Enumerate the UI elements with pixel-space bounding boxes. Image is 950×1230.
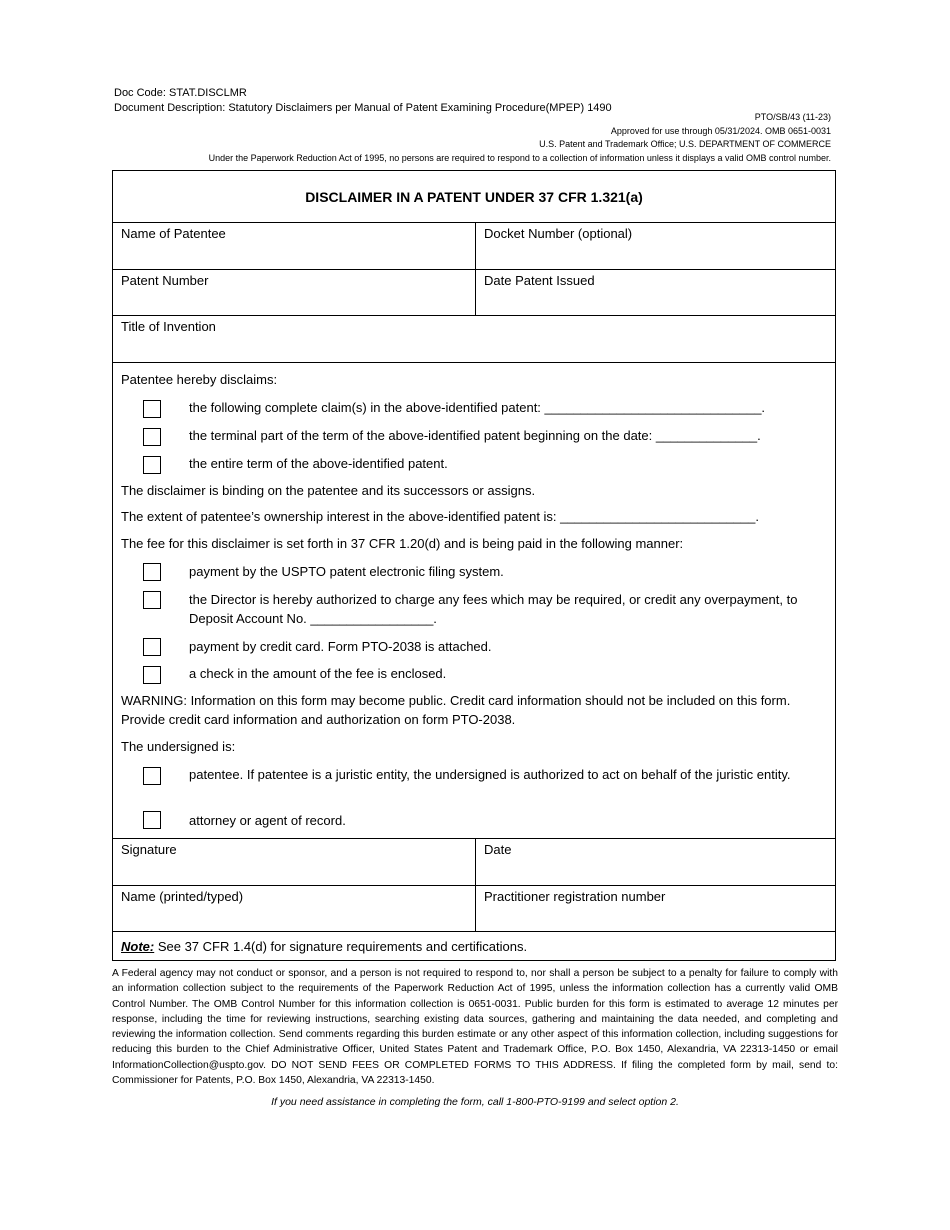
name-row xyxy=(113,886,835,932)
date-label: Date xyxy=(484,842,512,857)
date-field[interactable] xyxy=(476,839,835,885)
patentee-row xyxy=(113,223,835,270)
checkbox-complete-claims[interactable] xyxy=(143,400,161,418)
checkbox-check[interactable] xyxy=(143,666,161,684)
document-header-right xyxy=(209,111,831,165)
doc-code: Doc Code: STAT.DISCLMR xyxy=(114,87,247,99)
checkbox-entire-term[interactable] xyxy=(143,456,161,474)
option-credit-card: payment by credit card. Form PTO-2038 is attached. xyxy=(189,639,492,654)
option-complete-claims: the following complete claim(s) in the above-identified patent: ______________________________. xyxy=(189,400,766,415)
doc-description: Document Description: Statutory Disclaimers per Manual of Patent Examining Procedure(MPEP) 1490 xyxy=(114,102,612,114)
disclaimer-form xyxy=(112,170,836,961)
note-label: Note: xyxy=(121,939,155,954)
checkbox-patentee[interactable] xyxy=(143,767,161,785)
ownership-statement: The extent of patentee’s ownership interest in the above-identified patent is: ___________________________. xyxy=(121,509,759,524)
approval-line: Approved for use through 05/31/2024. OMB 0651-0031 xyxy=(610,125,831,136)
checkbox-deposit-account[interactable] xyxy=(143,591,161,609)
form-number: PTO/SB/43 (11-23) xyxy=(754,112,831,122)
binding-statement: The disclaimer is binding on the patentee and its successors or assigns. xyxy=(121,483,536,498)
patentee-name-label: Name of Patentee xyxy=(121,226,226,241)
checkbox-credit-card[interactable] xyxy=(143,638,161,656)
option-terminal-part: the terminal part of the term of the above-identified patent beginning on the date: ______________. xyxy=(189,428,761,443)
checkbox-efs-payment[interactable] xyxy=(143,563,161,581)
signature-field[interactable] xyxy=(113,839,476,885)
disclaims-heading: Patentee hereby disclaims: xyxy=(121,372,278,387)
fee-statement: The fee for this disclaimer is set forth in 37 CFR 1.20(d) and is being paid in the following manner: xyxy=(121,536,684,551)
option-check: a check in the amount of the fee is enclosed. xyxy=(189,666,447,681)
patent-number-field[interactable] xyxy=(113,270,476,315)
option-deposit-account: the Director is hereby authorized to charge any fees which may be required, or credit any overpayment, to Deposit Account No. _________________. xyxy=(189,592,798,626)
title-of-invention-label: Title of Invention xyxy=(121,319,216,334)
undersigned-heading: The undersigned is: xyxy=(121,739,236,754)
date-issued-field[interactable] xyxy=(476,270,835,315)
signature-note xyxy=(113,932,835,967)
docket-number-label: Docket Number (optional) xyxy=(484,226,633,241)
registration-number-field[interactable] xyxy=(476,886,835,931)
name-printed-label: Name (printed/typed) xyxy=(121,889,244,904)
form-title: DISCLAIMER IN A PATENT UNDER 37 CFR 1.321(a) xyxy=(113,171,835,223)
burden-statement: A Federal agency may not conduct or sponsor, and a person is not required to respond to, nor shall a person be subject to a penalty for failure to comply with an information collection subject to the requirements of the Paperwork Reduction Act of 1995, unless the information collection has a currently valid OMB Control Number. The OMB Control Number for this information collection is 0651-0031. Public burden for this form is estimated to average 12 minutes per response, including the time for reviewing instructions, searching existing data sources, gathering and maintaining the data needed, and completing and reviewing the information collection. Send comments regarding this burden estimate or any other aspect of this information collection, including suggestions for reducing this burden to the Chief Administrative Officer, United States Patent and Trademark Office, P.O. Box 1450, Alexandria, VA 22313-1450 or email InformationCollection@uspto.gov. DO NOT SEND FEES OR COMPLETED FORMS TO THIS ADDRESS. If filing the completed form by mail, send to: Commissioner for Patents, P.O. Box 1450, Alexandria, VA 22313-1450. xyxy=(112,968,838,1087)
signature-row xyxy=(113,839,835,886)
signature-label: Signature xyxy=(121,842,177,857)
paperwork-notice: Under the Paperwork Reduction Act of 1995, no persons are required to respond to a collection of information unless it displays a valid OMB control number. xyxy=(208,152,831,163)
agency-line: U.S. Patent and Trademark Office; U.S. DEPARTMENT OF COMMERCE xyxy=(539,139,831,149)
option-patentee: patentee. If patentee is a juristic entity, the undersigned is authorized to act on behalf of the juristic entity. xyxy=(189,767,791,782)
checkbox-terminal-part[interactable] xyxy=(143,428,161,446)
option-entire-term: the entire term of the above-identified patent. xyxy=(189,456,448,471)
warning-text: WARNING: Information on this form may become public. Credit card information should not be included on this form. Provide credit card information and authorization on form PTO-2038. xyxy=(121,693,791,727)
title-of-invention-field[interactable] xyxy=(113,316,835,362)
checkbox-attorney-agent[interactable] xyxy=(143,811,161,829)
note-text: See 37 CFR 1.4(d) for signature requirements and certifications. xyxy=(154,939,528,954)
title-of-invention-row xyxy=(113,316,835,363)
option-attorney-agent: attorney or agent of record. xyxy=(189,813,346,828)
assistance-line: If you need assistance in completing the form, call 1-800-PTO-9199 and select option 2. xyxy=(271,1096,679,1108)
patentee-name-field[interactable] xyxy=(113,223,476,269)
date-issued-label: Date Patent Issued xyxy=(484,273,595,288)
option-efs-payment: payment by the USPTO patent electronic filing system. xyxy=(189,564,504,579)
registration-number-label: Practitioner registration number xyxy=(484,889,666,904)
name-printed-field[interactable] xyxy=(113,886,476,931)
docket-number-field[interactable] xyxy=(476,223,835,269)
disclaimer-body xyxy=(113,363,835,839)
patent-number-row xyxy=(113,270,835,316)
patent-number-label: Patent Number xyxy=(121,273,209,288)
